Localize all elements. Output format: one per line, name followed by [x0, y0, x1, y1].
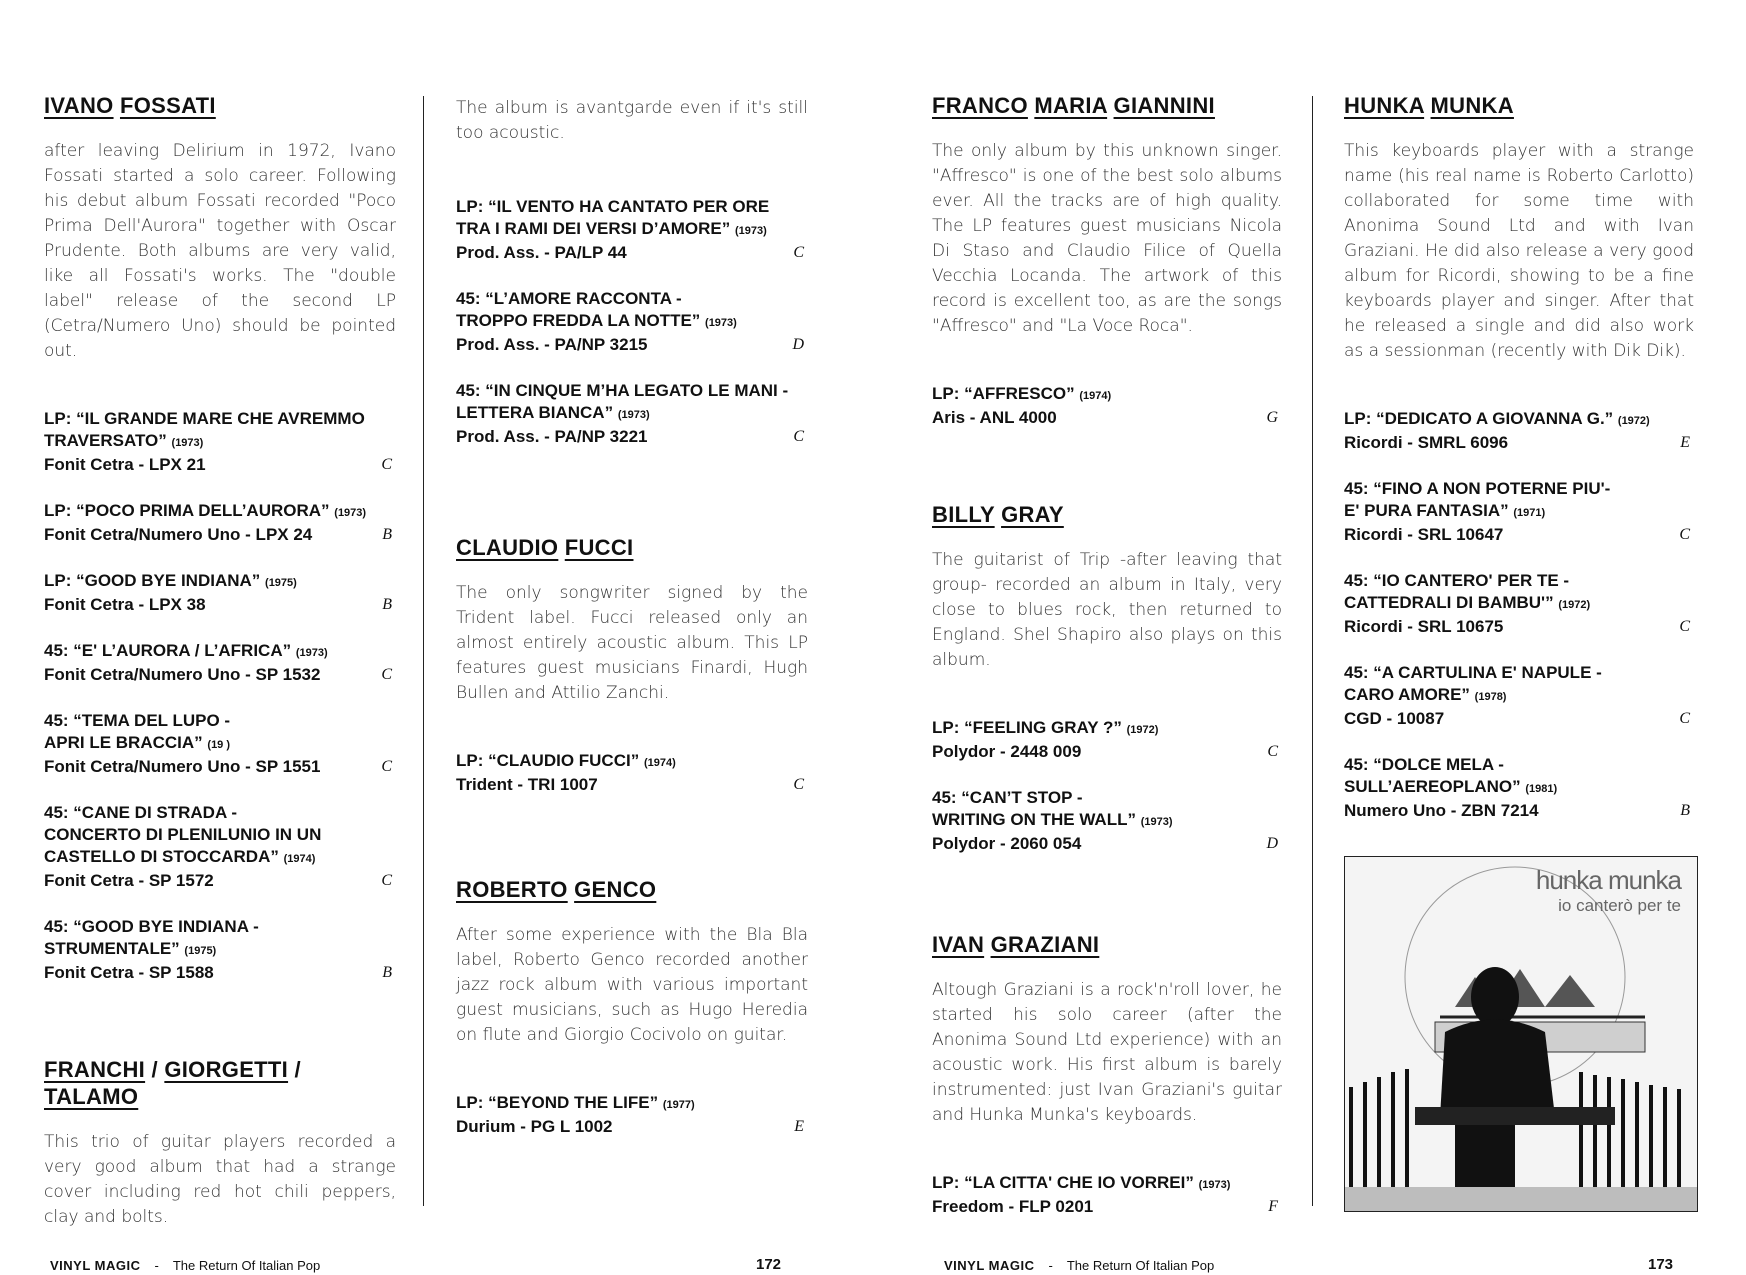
artist-bio: The only songwriter signed by the Trident label. Fucci released only an almost entirely acoustic album. This LP features guest musicians Finardi, Hugh Bullen and Attilio Zanchi.: [456, 583, 808, 703]
record-entry: LP: “IL GRANDE MARE CHE AVREMMO TRAVERSATO” (1973) Fonit Cetra - LPX 21 C: [44, 409, 392, 474]
page-number-left: 172: [756, 1256, 782, 1273]
artist-bio: After some experience with the Bla Bla label, Roberto Genco recorded another jazz rock album with various important guest musicians, such as Hugo Heredia on flute and Giorgio Cocivolo on guitar.: [456, 925, 808, 1045]
record-entry: LP: “CLAUDIO FUCCI” (1974) Trident - TRI 1007 C: [456, 751, 804, 794]
rarity-grade: C: [793, 428, 804, 445]
rarity-grade: C: [381, 758, 392, 775]
record-entry: 45: “IO CANTERO' PER TE - CATTEDRALI DI BAMBU'” (1972) Ricordi - SRL 10675 C: [1344, 571, 1690, 636]
record-entry: LP: “AFFRESCO” (1974) Aris - ANL 4000 G: [932, 384, 1278, 427]
artist-heading-franchi-giorgetti-talamo: FRANCHI / GIORGETTI / TALAMO: [44, 1057, 301, 1109]
rarity-grade: C: [1267, 743, 1278, 760]
rarity-grade: C: [1679, 526, 1690, 543]
record-entry: 45: “GOOD BYE INDIANA - STRUMENTALE” (1975) Fonit Cetra - SP 1588 B: [44, 917, 392, 982]
page-number-right: 173: [1648, 1256, 1674, 1273]
record-entry: 45: “CAN’T STOP - WRITING ON THE WALL” (1973) Polydor - 2060 054 D: [932, 788, 1278, 853]
column-3: [932, 92, 1282, 1242]
record-entry: 45: “TEMA DEL LUPO - APRI LE BRACCIA” (19 ) Fonit Cetra/Numero Uno - SP 1551 C: [44, 711, 392, 776]
rarity-grade: C: [381, 456, 392, 473]
discography-list: [932, 717, 1282, 855]
record-entry: 45: “L’AMORE RACCONTA - TROPPO FREDDA LA NOTTE” (1973) Prod. Ass. - PA/NP 3215 D: [456, 289, 804, 354]
record-entry: 45: “CANE DI STRADA - CONCERTO DI PLENILUNIO IN UN CASTELLO DI STOCCARDA” (1974) Fonit Cetra - SP 1572 C: [44, 803, 392, 890]
artist-heading-hunka-munka: HUNKA MUNKA: [1344, 93, 1514, 118]
column-rule: [423, 96, 424, 1206]
rarity-grade: C: [1679, 710, 1690, 727]
rarity-grade: D: [792, 336, 804, 353]
footer-left: VINYL MAGIC - The Return Of Italian Pop: [50, 1258, 321, 1273]
album-cover-title: hunka munka io canterò per te: [1535, 865, 1681, 915]
artist-bio: after leaving Delirium in 1972, Ivano Fossati started a solo career. Following his debut album Fossati recorded "Poco Prima Dell'Aurora" together with Oscar Prudente. Both albums are very valid, like all Fossati's works. The "double label" release of the second LP (Cetra/Numero Uno) should be pointed out.: [44, 141, 396, 361]
record-entry: LP: “LA CITTA' CHE IO VORREI” (1973) Freedom - FLP 0201 F: [932, 1173, 1278, 1216]
record-entry: LP: “POCO PRIMA DELL’AURORA” (1973) Fonit Cetra/Numero Uno - LPX 24 B: [44, 501, 392, 544]
discography-list: [1344, 408, 1694, 822]
record-entry: 45: “FINO A NON POTERNE PIU'- E' PURA FANTASIA” (1971) Ricordi - SRL 10647 C: [1344, 479, 1690, 544]
artist-bio: Altough Graziani is a rock'n'roll lover, he started his solo career (after the Anonima Sound Ltd experience) with an acoustic work. His first album is barely instrumented: just Ivan Graziani's guitar and Hunka Munka's keyboards.: [932, 980, 1282, 1125]
artist-bio: The only album by this unknown singer. "Affresco" is one of the best solo albums ever. All the tracks are of high quality. The LP features guest musicians Nicola Di Staso and Claudio Filice of Quella Vecchia Locanda. The artwork of this record is excellent too, as are the songs "Affresco" and "La Voce Roca".: [932, 141, 1282, 336]
footer-right: VINYL MAGIC - The Return Of Italian Pop: [944, 1258, 1215, 1273]
artist-heading-ivan-graziani: IVAN GRAZIANI: [932, 932, 1100, 957]
discography-list: [456, 750, 808, 796]
column-4: [1344, 92, 1694, 846]
record-entry: LP: “DEDICATO A GIOVANNA G.” (1972) Ricordi - SMRL 6096 E: [1344, 409, 1690, 452]
rarity-grade: C: [1679, 618, 1690, 635]
rarity-grade: C: [793, 776, 804, 793]
rarity-grade: C: [381, 666, 392, 683]
artist-heading-franco-maria-giannini: FRANCO MARIA GIANNINI: [932, 93, 1215, 118]
artist-bio-continued: The album is avantgarde even if it's still too acoustic.: [456, 98, 808, 143]
record-entry: 45: “E' L’AURORA / L’AFRICA” (1973) Fonit Cetra/Numero Uno - SP 1532 C: [44, 641, 392, 684]
discography-list: [44, 408, 396, 984]
rarity-grade: G: [1266, 409, 1278, 426]
column-1: [44, 92, 396, 1230]
column-rule: [1312, 96, 1313, 1206]
rarity-grade: F: [1268, 1198, 1278, 1215]
artist-heading-claudio-fucci: CLAUDIO FUCCI: [456, 535, 634, 560]
record-entry: 45: “IN CINQUE M’HA LEGATO LE MANI - LETTERA BIANCA” (1973) Prod. Ass. - PA/NP 3221 C: [456, 381, 804, 446]
discography-list: [456, 1092, 808, 1138]
discography-list: [456, 196, 808, 448]
artist-bio: The guitarist of Trip -after leaving that group- recorded an album in Italy, very close to blues rock, then returned to England. Shel Shapiro also plays on this album.: [932, 550, 1282, 670]
record-entry: LP: “GOOD BYE INDIANA” (1975) Fonit Cetra - LPX 38 B: [44, 571, 392, 614]
record-entry: LP: “IL VENTO HA CANTATO PER ORE TRA I RAMI DEI VERSI D’AMORE” (1973) Prod. Ass. - PA/LP 44 C: [456, 197, 804, 262]
rarity-grade: C: [381, 872, 392, 889]
record-entry: 45: “A CARTULINA E' NAPULE - CARO AMORE” (1978) CGD - 10087 C: [1344, 663, 1690, 728]
rarity-grade: C: [793, 244, 804, 261]
album-cover-image: [1344, 856, 1698, 1212]
rarity-grade: B: [382, 526, 392, 543]
discography-list: [932, 1172, 1282, 1218]
record-entry: LP: “BEYOND THE LIFE” (1977) Durium - PG L 1002 E: [456, 1093, 804, 1136]
artist-bio: This keyboards player with a strange name (his real name is Roberto Carlotto) collaborated for some time with Anonima Sound Ltd and with Ivan Graziani. He did also release a very good album for Ricordi, showing to be a fine keyboards player and singer. After that he released a single and did also work as a sessionman (recently with Dik Dik).: [1344, 141, 1694, 361]
artist-heading-billy-gray: BILLY GRAY: [932, 502, 1064, 527]
rarity-grade: B: [1680, 802, 1690, 819]
rarity-grade: B: [382, 964, 392, 981]
artist-heading-roberto-genco: ROBERTO GENCO: [456, 877, 657, 902]
rarity-grade: E: [794, 1118, 804, 1135]
column-2: [456, 96, 808, 1162]
record-entry: LP: “FEELING GRAY ?” (1972) Polydor - 2448 009 C: [932, 718, 1278, 761]
rarity-grade: D: [1266, 835, 1278, 852]
artist-bio: This trio of guitar players recorded a very good album that had a strange cover including red hot chili peppers, clay and bolts.: [44, 1132, 396, 1227]
discography-list: [932, 383, 1282, 429]
artist-heading-ivano-fossati: IVANO FOSSATI: [44, 93, 216, 118]
record-entry: 45: “DOLCE MELA - SULL’AEREOPLANO” (1981) Numero Uno - ZBN 7214 B: [1344, 755, 1690, 820]
rarity-grade: E: [1680, 434, 1690, 451]
rarity-grade: B: [382, 596, 392, 613]
